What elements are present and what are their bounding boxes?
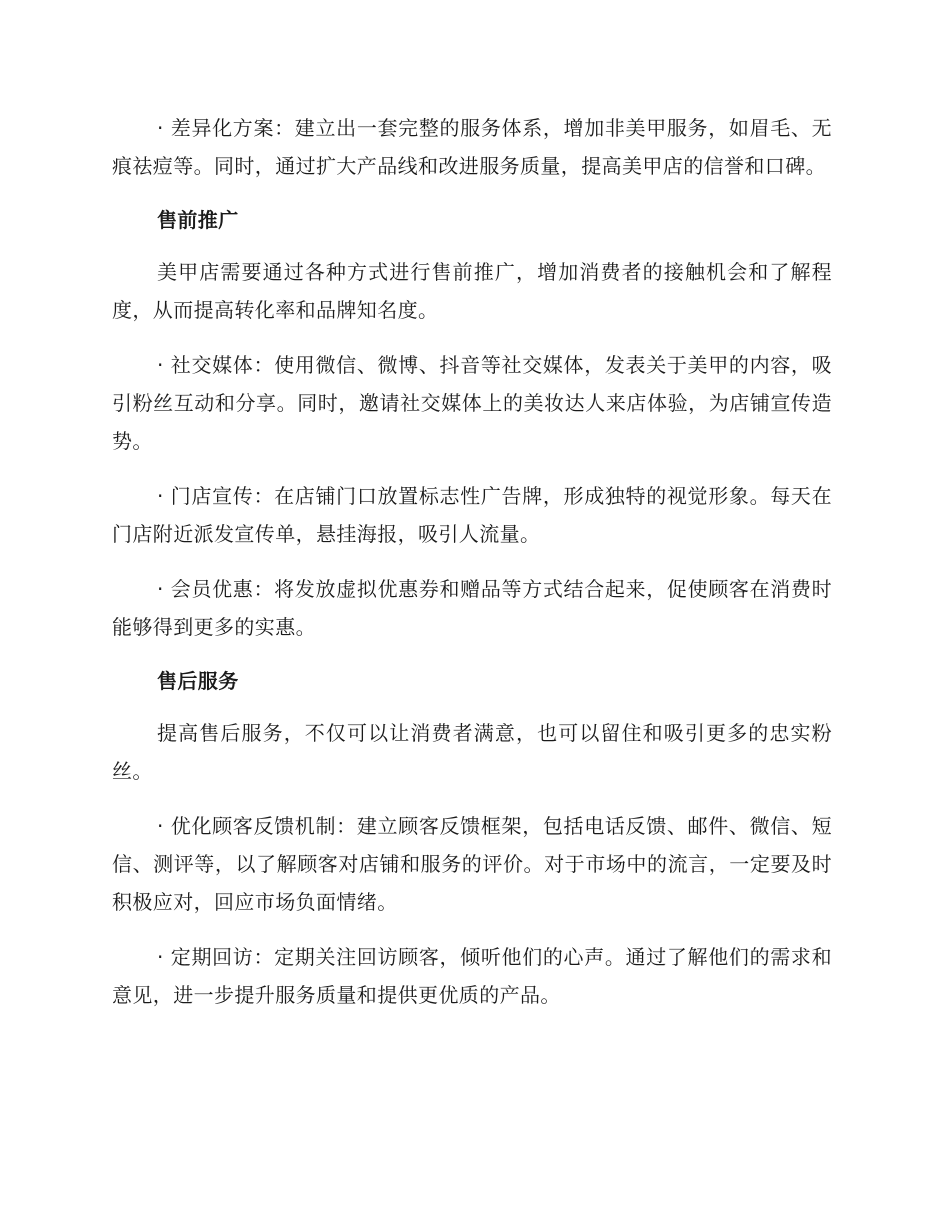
bullet-differentiation: · 差异化方案：建立出一套完整的服务体系，增加非美甲服务，如眉毛、无痕祛痘等。同时，通过扩大产品线和改进服务质量，提高美甲店的信誉和口碑。 [112, 116, 832, 178]
bullet-store-promotion: · 门店宣传：在店铺门口放置标志性广告牌，形成独特的视觉形象。每天在门店附近派发宣传单，悬挂海报，吸引人流量。 [112, 484, 832, 546]
bullet-member-discount: · 会员优惠：将发放虚拟优惠券和赠品等方式结合起来，促使顾客在消费时能够得到更多的实惠。 [112, 577, 832, 639]
bullet-regular-follow-up: · 定期回访：定期关注回访顾客，倾听他们的心声。通过了解他们的需求和意见，进一步提升服务质量和提供更优质的产品。 [112, 945, 832, 1007]
heading-after-sales: 售后服务 [157, 669, 239, 693]
paragraph-presale-intro: 美甲店需要通过各种方式进行售前推广，增加消费者的接触机会和了解程度，从而提高转化率和品牌知名度。 [112, 260, 832, 322]
paragraph-after-sales-intro: 提高售后服务，不仅可以让消费者满意，也可以留住和吸引更多的忠实粉丝。 [112, 721, 832, 783]
heading-presale-promotion: 售前推广 [157, 208, 239, 232]
bullet-social-media: · 社交媒体：使用微信、微博、抖音等社交媒体，发表关于美甲的内容，吸引粉丝互动和分享。同时，邀请社交媒体上的美妆达人来店体验，为店铺宣传造势。 [112, 353, 832, 453]
bullet-feedback-mechanism: · 优化顾客反馈机制：建立顾客反馈框架，包括电话反馈、邮件、微信、短信、测评等，以了解顾客对店铺和服务的评价。对于市场中的流言，一定要及时积极应对，回应市场负面情绪。 [112, 814, 832, 914]
document-page [112, 109, 832, 1031]
